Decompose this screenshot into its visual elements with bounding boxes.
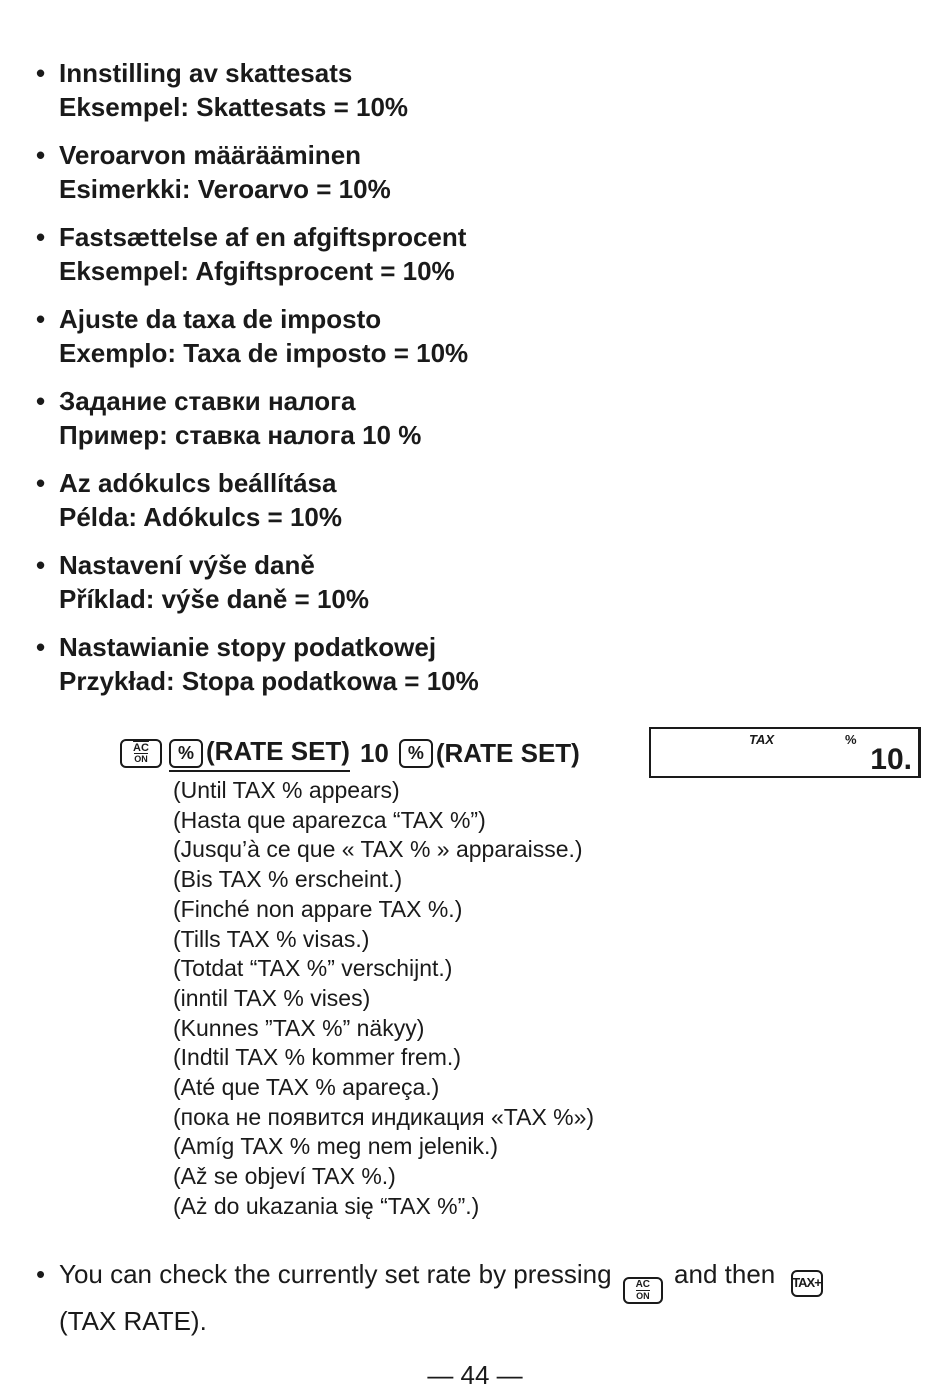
page-number: — 44 — <box>427 1360 523 1390</box>
note-line: (Bis TAX % erscheint.) <box>173 866 403 893</box>
note-line: (Até que TAX % apareça.) <box>173 1074 440 1101</box>
note-text-middle: and then <box>674 1259 776 1289</box>
section-title: Nastawianie stopy podatkowej <box>59 632 437 662</box>
section-example: Példa: Adókulcs = 10% <box>59 502 342 532</box>
tax-rate-check-note <box>36 1257 916 1338</box>
bullet-dot: • <box>36 222 46 252</box>
bullet-dot: • <box>36 468 46 498</box>
ac-on-key-icon <box>623 1277 663 1304</box>
percent-indicator: % <box>845 732 857 747</box>
bullet-dot: • <box>36 304 46 334</box>
note-line: (пока не появится индикация «TAX %») <box>173 1103 595 1130</box>
on-key-label: ON <box>134 753 148 764</box>
section-example: Eksempel: Skattesats = 10% <box>59 92 409 122</box>
calculator-display <box>649 727 921 778</box>
note-line: (Jusqu’à ce que « TAX % » apparaisse.) <box>173 836 583 863</box>
percent-key-icon: % <box>399 739 433 768</box>
section-title: Задание ставки налога <box>59 386 356 416</box>
bullet-dot: • <box>36 386 46 416</box>
note-text-after: (TAX RATE). <box>59 1306 207 1336</box>
section-title: Nastavení výše daně <box>59 550 315 580</box>
bullet-dot: • <box>36 140 46 170</box>
section-example: Пример: ставка налога 10 % <box>59 420 422 450</box>
section-title: Az adókulcs beállítása <box>59 468 337 498</box>
note-line: (Aż do ukazania się “TAX %”.) <box>173 1192 480 1219</box>
note-line: (Finché non appare TAX %.) <box>173 895 463 922</box>
note-line: (Indtil TAX % kommer frem.) <box>173 1044 461 1071</box>
note-line: (Hasta que aparezca “TAX %”) <box>173 806 486 833</box>
note-text-before: You can check the currently set rate by pressing <box>59 1259 612 1289</box>
bullet-dot: • <box>36 58 46 88</box>
note-line: (inntil TAX % vises) <box>173 984 371 1011</box>
on-key-label: ON <box>636 1291 650 1301</box>
ac-key-label: $\overline{AC}$ <box>133 741 149 754</box>
first-rate-set-step <box>169 734 350 772</box>
section-title: Innstilling av skattesats <box>59 58 353 88</box>
display-value: 10. <box>870 743 912 776</box>
section-item <box>36 302 916 370</box>
section-item <box>36 630 916 698</box>
section-item <box>36 220 916 288</box>
key-operation-sequence <box>120 734 580 772</box>
section-item <box>36 56 916 124</box>
tax-plus-key-icon: TAX+ <box>791 1270 823 1297</box>
rate-value-input: 10 <box>359 738 389 768</box>
section-title: Veroarvon määrääminen <box>59 140 362 170</box>
rate-set-label: (RATE SET) <box>206 736 350 766</box>
translated-notes <box>173 776 594 1222</box>
section-example: Przykład: Stopa podatkowa = 10% <box>59 666 479 696</box>
section-example: Exemplo: Taxa de imposto = 10% <box>59 338 469 368</box>
section-title: Ajuste da taxa de imposto <box>59 304 382 334</box>
note-line: (Totdat “TAX %” verschijnt.) <box>173 955 453 982</box>
section-item <box>36 466 916 534</box>
section-list <box>36 56 916 712</box>
section-item <box>36 384 916 452</box>
ac-on-key-icon <box>120 739 162 768</box>
percent-key-icon: % <box>169 739 203 768</box>
section-title: Fastsættelse af en afgiftsprocent <box>59 222 467 252</box>
section-item <box>36 548 916 616</box>
section-example: Příklad: výše daně = 10% <box>59 584 370 614</box>
tax-indicator: TAX <box>749 732 775 747</box>
bullet-dot: • <box>36 1259 46 1289</box>
section-example: Eksempel: Afgiftsprocent = 10% <box>59 256 455 286</box>
note-line: (Until TAX % appears) <box>173 777 400 803</box>
section-item <box>36 138 916 206</box>
note-line: (Až se objeví TAX %.) <box>173 1163 396 1190</box>
ac-key-label: AC <box>635 1279 651 1290</box>
section-example: Esimerkki: Veroarvo = 10% <box>59 174 391 204</box>
note-line: (Tills TAX % visas.) <box>173 925 370 952</box>
note-line: (Kunnes ”TAX %” näkyy) <box>173 1014 425 1041</box>
bullet-dot: • <box>36 550 46 580</box>
rate-set-label: (RATE SET) <box>435 738 580 768</box>
note-line: (Amíg TAX % meg nem jelenik.) <box>173 1133 499 1160</box>
bullet-dot: • <box>36 632 46 662</box>
